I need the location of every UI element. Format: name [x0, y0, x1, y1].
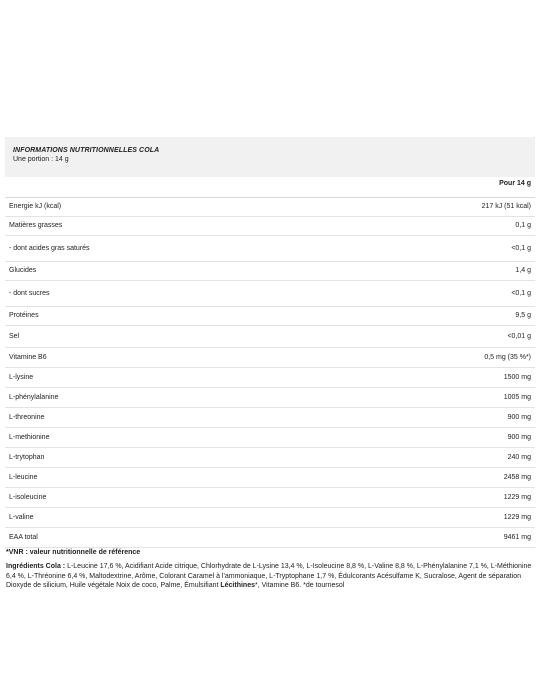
- table-row: [5, 262, 535, 281]
- ingredients-text: [5, 556, 535, 591]
- row-value: <0,1 g: [511, 244, 531, 252]
- row-label: Matières grasses: [9, 222, 63, 229]
- ingredients-part-3: *, Vitamine B6. *de tournesol: [255, 582, 345, 589]
- table-row: [5, 388, 535, 408]
- ingredients-part-2: Lécithines: [220, 582, 255, 589]
- row-label: L-threonine: [9, 413, 45, 421]
- row-label: L-lysine: [9, 373, 34, 381]
- table-row: [5, 326, 535, 348]
- table-row: [5, 488, 535, 508]
- row-label: L-methionine: [9, 433, 50, 441]
- row-label: EAA total: [9, 533, 38, 541]
- ingredients-part-1: L-Leucine 17,6 %, Acidifiant Acide citrique, Chlorhydrate de L-Lysine 13,4 %, L-Isoleucine 8,8 %, L-Valine 8,8 %, L-Phénylalanine 7,1 %, L-Méthionine 6,4 %, L-Thréonine 6,4 %, Maltodextrine, Arôme, Colorant Caramel à l'ammoniaque, L-Tryptophane 1,7 %, Édulcorants Acésulfame K, Sucralose, Agent de séparation Dioxyde de silicium, Huile végétale Noix de coco, Palme, Émulsifiant: [6, 563, 532, 589]
- row-value: 240 mg: [507, 453, 531, 461]
- table-row: [5, 408, 535, 428]
- vnr-footnote: *VNR : valeur nutritionnelle de référence: [6, 549, 141, 556]
- table-row: [5, 528, 535, 548]
- row-value: 2458 mg: [503, 473, 531, 481]
- table-row: [5, 217, 535, 236]
- table-row: [5, 428, 535, 448]
- table-row: [5, 236, 535, 262]
- table-row: [5, 281, 535, 307]
- column-header-label: Pour 14 g: [499, 180, 531, 187]
- row-label: - dont sucres: [9, 289, 50, 297]
- row-label: Glucides: [9, 267, 37, 274]
- row-value: 900 mg: [507, 413, 531, 421]
- row-value: 900 mg: [507, 433, 531, 441]
- portion-size: Une portion : 14 g: [13, 156, 69, 163]
- row-label: L-valine: [9, 513, 34, 521]
- row-value: 217 kJ (51 kcal): [481, 203, 531, 210]
- row-value: 0,5 mg (35 %*): [484, 353, 531, 361]
- row-value: 1229 mg: [503, 493, 531, 501]
- row-label: L-trytophan: [9, 453, 45, 461]
- table-row: [5, 448, 535, 468]
- row-value: <0,01 g: [507, 332, 531, 340]
- row-value: <0,1 g: [511, 289, 531, 297]
- row-label: L-leucine: [9, 473, 38, 481]
- row-value: 9461 mg: [503, 533, 531, 541]
- row-value: 9,5 g: [515, 312, 531, 319]
- row-label: Vitamine B6: [9, 353, 47, 361]
- row-label: Sel: [9, 332, 20, 340]
- row-label: Protéines: [9, 312, 39, 319]
- table-row: [5, 508, 535, 528]
- nutrition-panel: [5, 137, 535, 591]
- nutrition-title: INFORMATIONS NUTRITIONNELLES COLA: [13, 147, 160, 154]
- row-label: L-phénylalanine: [9, 393, 59, 401]
- nutrition-table: [5, 198, 535, 548]
- table-row: [5, 368, 535, 388]
- table-row: [5, 307, 535, 326]
- row-label: Energie kJ (kcal): [9, 203, 62, 210]
- row-value: 0,1 g: [515, 222, 531, 229]
- row-value: 1,4 g: [515, 267, 531, 274]
- row-value: 1005 mg: [503, 393, 531, 401]
- table-row: [5, 348, 535, 368]
- table-row: [5, 468, 535, 488]
- row-value: 1229 mg: [503, 513, 531, 521]
- nutrition-header: [5, 137, 535, 177]
- column-header: [5, 179, 535, 198]
- ingredients-label: Ingrédients Cola :: [6, 563, 66, 570]
- row-label: - dont acides gras saturés: [9, 244, 90, 252]
- row-value: 1500 mg: [503, 373, 531, 381]
- table-row: [5, 198, 535, 217]
- row-label: L-isoleucine: [9, 493, 47, 501]
